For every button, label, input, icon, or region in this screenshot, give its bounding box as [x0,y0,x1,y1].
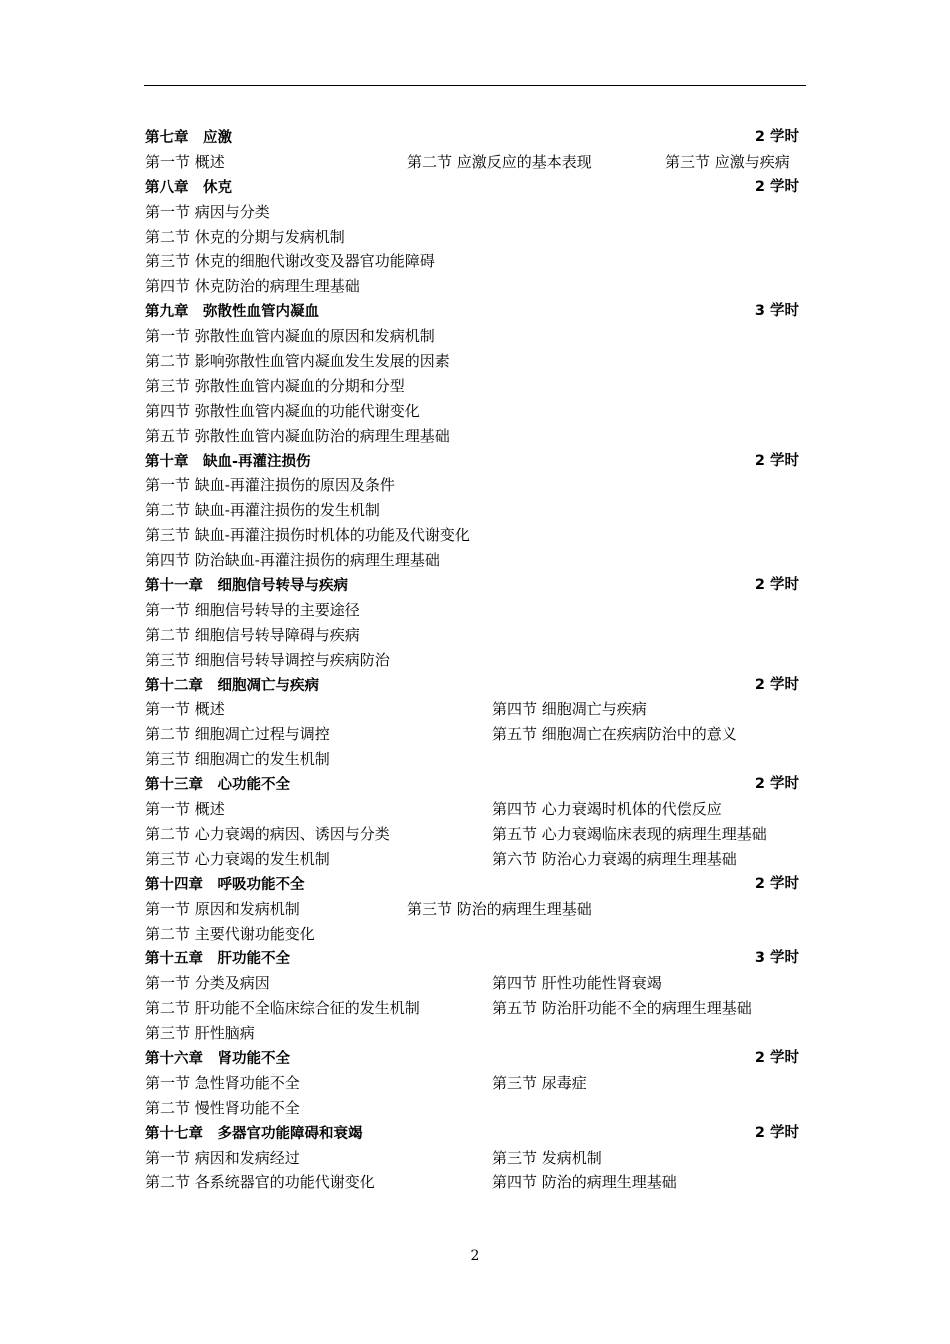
section-item: 第一节 概述 [145,152,225,171]
section-item: 第二节 细胞信号转导障碍与疾病 [145,625,360,644]
section-item: 第四节 细胞凋亡与疾病 [492,700,647,719]
section-item: 第二节 休克的分期与发病机制 [145,227,345,246]
section-row [145,249,805,274]
section-item: 第二节 缺血-再灌注损伤的发生机制 [145,501,380,520]
section-item: 第三节 心力衰竭的发生机制 [145,849,330,868]
chapter-title: 第七章 应激 [145,130,232,146]
chapter-heading [145,299,805,324]
section-item: 第三节 细胞凋亡的发生机制 [145,750,330,769]
section-row [145,623,805,648]
section-item: 第一节 分类及病因 [145,974,270,993]
chapter-heading [145,946,805,971]
section-item: 第五节 细胞凋亡在疾病防治中的意义 [492,725,737,744]
chapter-title: 第十四章 呼吸功能不全 [145,876,305,893]
chapter-hours: 3 学时 [754,950,799,967]
chapter-title: 第十七章 多器官功能障碍和衰竭 [145,1125,363,1142]
section-item: 第一节 病因和发病经过 [145,1148,300,1167]
section-row [145,747,805,772]
section-row [145,922,805,947]
section-row [145,797,805,822]
chapter-title: 第十章 缺血-再灌注损伤 [145,453,311,470]
chapter-title: 第十三章 心功能不全 [145,777,290,794]
chapter-hours: 2 学时 [754,776,799,793]
chapter-heading [145,175,805,200]
chapter-hours: 2 学时 [754,1124,799,1141]
section-row [145,274,805,299]
section-item: 第一节 细胞信号转导的主要途径 [145,600,360,619]
section-row [145,374,805,399]
chapter-title: 第十五章 肝功能不全 [145,951,290,968]
section-row [145,996,805,1021]
section-row [145,822,805,847]
chapter-heading [145,125,805,150]
section-row [145,498,805,523]
syllabus-content [145,125,805,1195]
section-item: 第四节 肝性功能性肾衰竭 [492,974,662,993]
section-item: 第六节 防治心力衰竭的病理生理基础 [492,849,737,868]
section-row [145,548,805,573]
section-item: 第五节 防治肝功能不全的病理生理基础 [492,999,752,1018]
header-rule [144,85,806,86]
section-item: 第五节 心力衰竭临床表现的病理生理基础 [492,824,767,843]
section-row [145,1170,805,1195]
section-item: 第二节 影响弥散性血管内凝血发生发展的因素 [145,352,450,371]
section-item: 第一节 概述 [145,800,225,819]
chapter-hours: 2 学时 [754,875,799,892]
section-item: 第四节 弥散性血管内凝血的功能代谢变化 [145,401,420,420]
section-item: 第一节 弥散性血管内凝血的原因和发病机制 [145,327,435,346]
section-item: 第四节 防治的病理生理基础 [492,1173,677,1192]
section-row [145,225,805,250]
chapter-hours: 2 学时 [754,577,799,594]
section-row [145,523,805,548]
section-item: 第二节 细胞凋亡过程与调控 [145,725,330,744]
section-item: 第五节 弥散性血管内凝血防治的病理生理基础 [145,426,450,445]
section-item: 第二节 慢性肾功能不全 [145,1098,300,1117]
section-item: 第四节 防治缺血-再灌注损伤的病理生理基础 [145,551,440,570]
section-item: 第三节 应激与疾病 [665,152,790,171]
section-row [145,399,805,424]
section-item: 第三节 发病机制 [492,1148,602,1167]
section-row [145,324,805,349]
section-row [145,349,805,374]
chapter-heading [145,1121,805,1146]
chapter-hours: 2 学时 [754,676,799,693]
section-row [145,897,805,922]
section-row [145,1146,805,1171]
section-row [145,648,805,673]
chapter-heading [145,772,805,797]
section-row [145,722,805,747]
section-item: 第一节 原因和发病机制 [145,899,300,918]
section-item: 第三节 细胞信号转导调控与疾病防治 [145,650,390,669]
section-item: 第二节 肝功能不全临床综合征的发生机制 [145,999,420,1018]
section-item: 第二节 应激反应的基本表现 [407,152,592,171]
section-row [145,1021,805,1046]
chapter-heading [145,449,805,474]
section-row [145,971,805,996]
section-item: 第二节 主要代谢功能变化 [145,924,315,943]
section-item: 第一节 概述 [145,700,225,719]
chapter-heading [145,673,805,698]
section-row [145,1096,805,1121]
section-item: 第四节 心力衰竭时机体的代偿反应 [492,800,722,819]
section-row [145,200,805,225]
section-item: 第三节 肝性脑病 [145,1024,255,1043]
section-row [145,598,805,623]
chapter-title: 第十一章 细胞信号转导与疾病 [145,578,348,595]
section-item: 第一节 缺血-再灌注损伤的原因及条件 [145,476,395,495]
section-item: 第三节 弥散性血管内凝血的分期和分型 [145,376,405,395]
section-item: 第二节 各系统器官的功能代谢变化 [145,1173,375,1192]
section-item: 第三节 缺血-再灌注损伤时机体的功能及代谢变化 [145,526,470,545]
chapter-hours: 2 学时 [754,452,799,469]
section-item: 第三节 休克的细胞代谢改变及器官功能障碍 [145,252,435,271]
chapter-hours: 2 学时 [754,178,799,195]
section-row [145,424,805,449]
section-item: 第三节 防治的病理生理基础 [407,899,592,918]
section-item: 第二节 心力衰竭的病因、诱因与分类 [145,824,390,843]
chapter-heading [145,573,805,598]
chapter-hours: 2 学时 [754,129,799,145]
section-row [145,150,805,175]
chapter-title: 第八章 休克 [145,179,232,196]
section-item: 第四节 休克防治的病理生理基础 [145,277,360,296]
section-row [145,697,805,722]
section-item: 第三节 尿毒症 [492,1073,587,1092]
chapter-title: 第九章 弥散性血管内凝血 [145,304,319,321]
chapter-hours: 2 学时 [754,1049,799,1066]
section-item: 第一节 急性肾功能不全 [145,1073,300,1092]
section-item: 第一节 病因与分类 [145,202,270,221]
chapter-heading [145,872,805,897]
chapter-title: 第十二章 细胞凋亡与疾病 [145,677,319,694]
page-number: 2 [470,1248,480,1264]
chapter-title: 第十六章 肾功能不全 [145,1050,290,1067]
section-row [145,847,805,872]
chapter-heading [145,1046,805,1071]
section-row [145,473,805,498]
section-row [145,1071,805,1096]
chapter-hours: 3 学时 [754,303,799,320]
